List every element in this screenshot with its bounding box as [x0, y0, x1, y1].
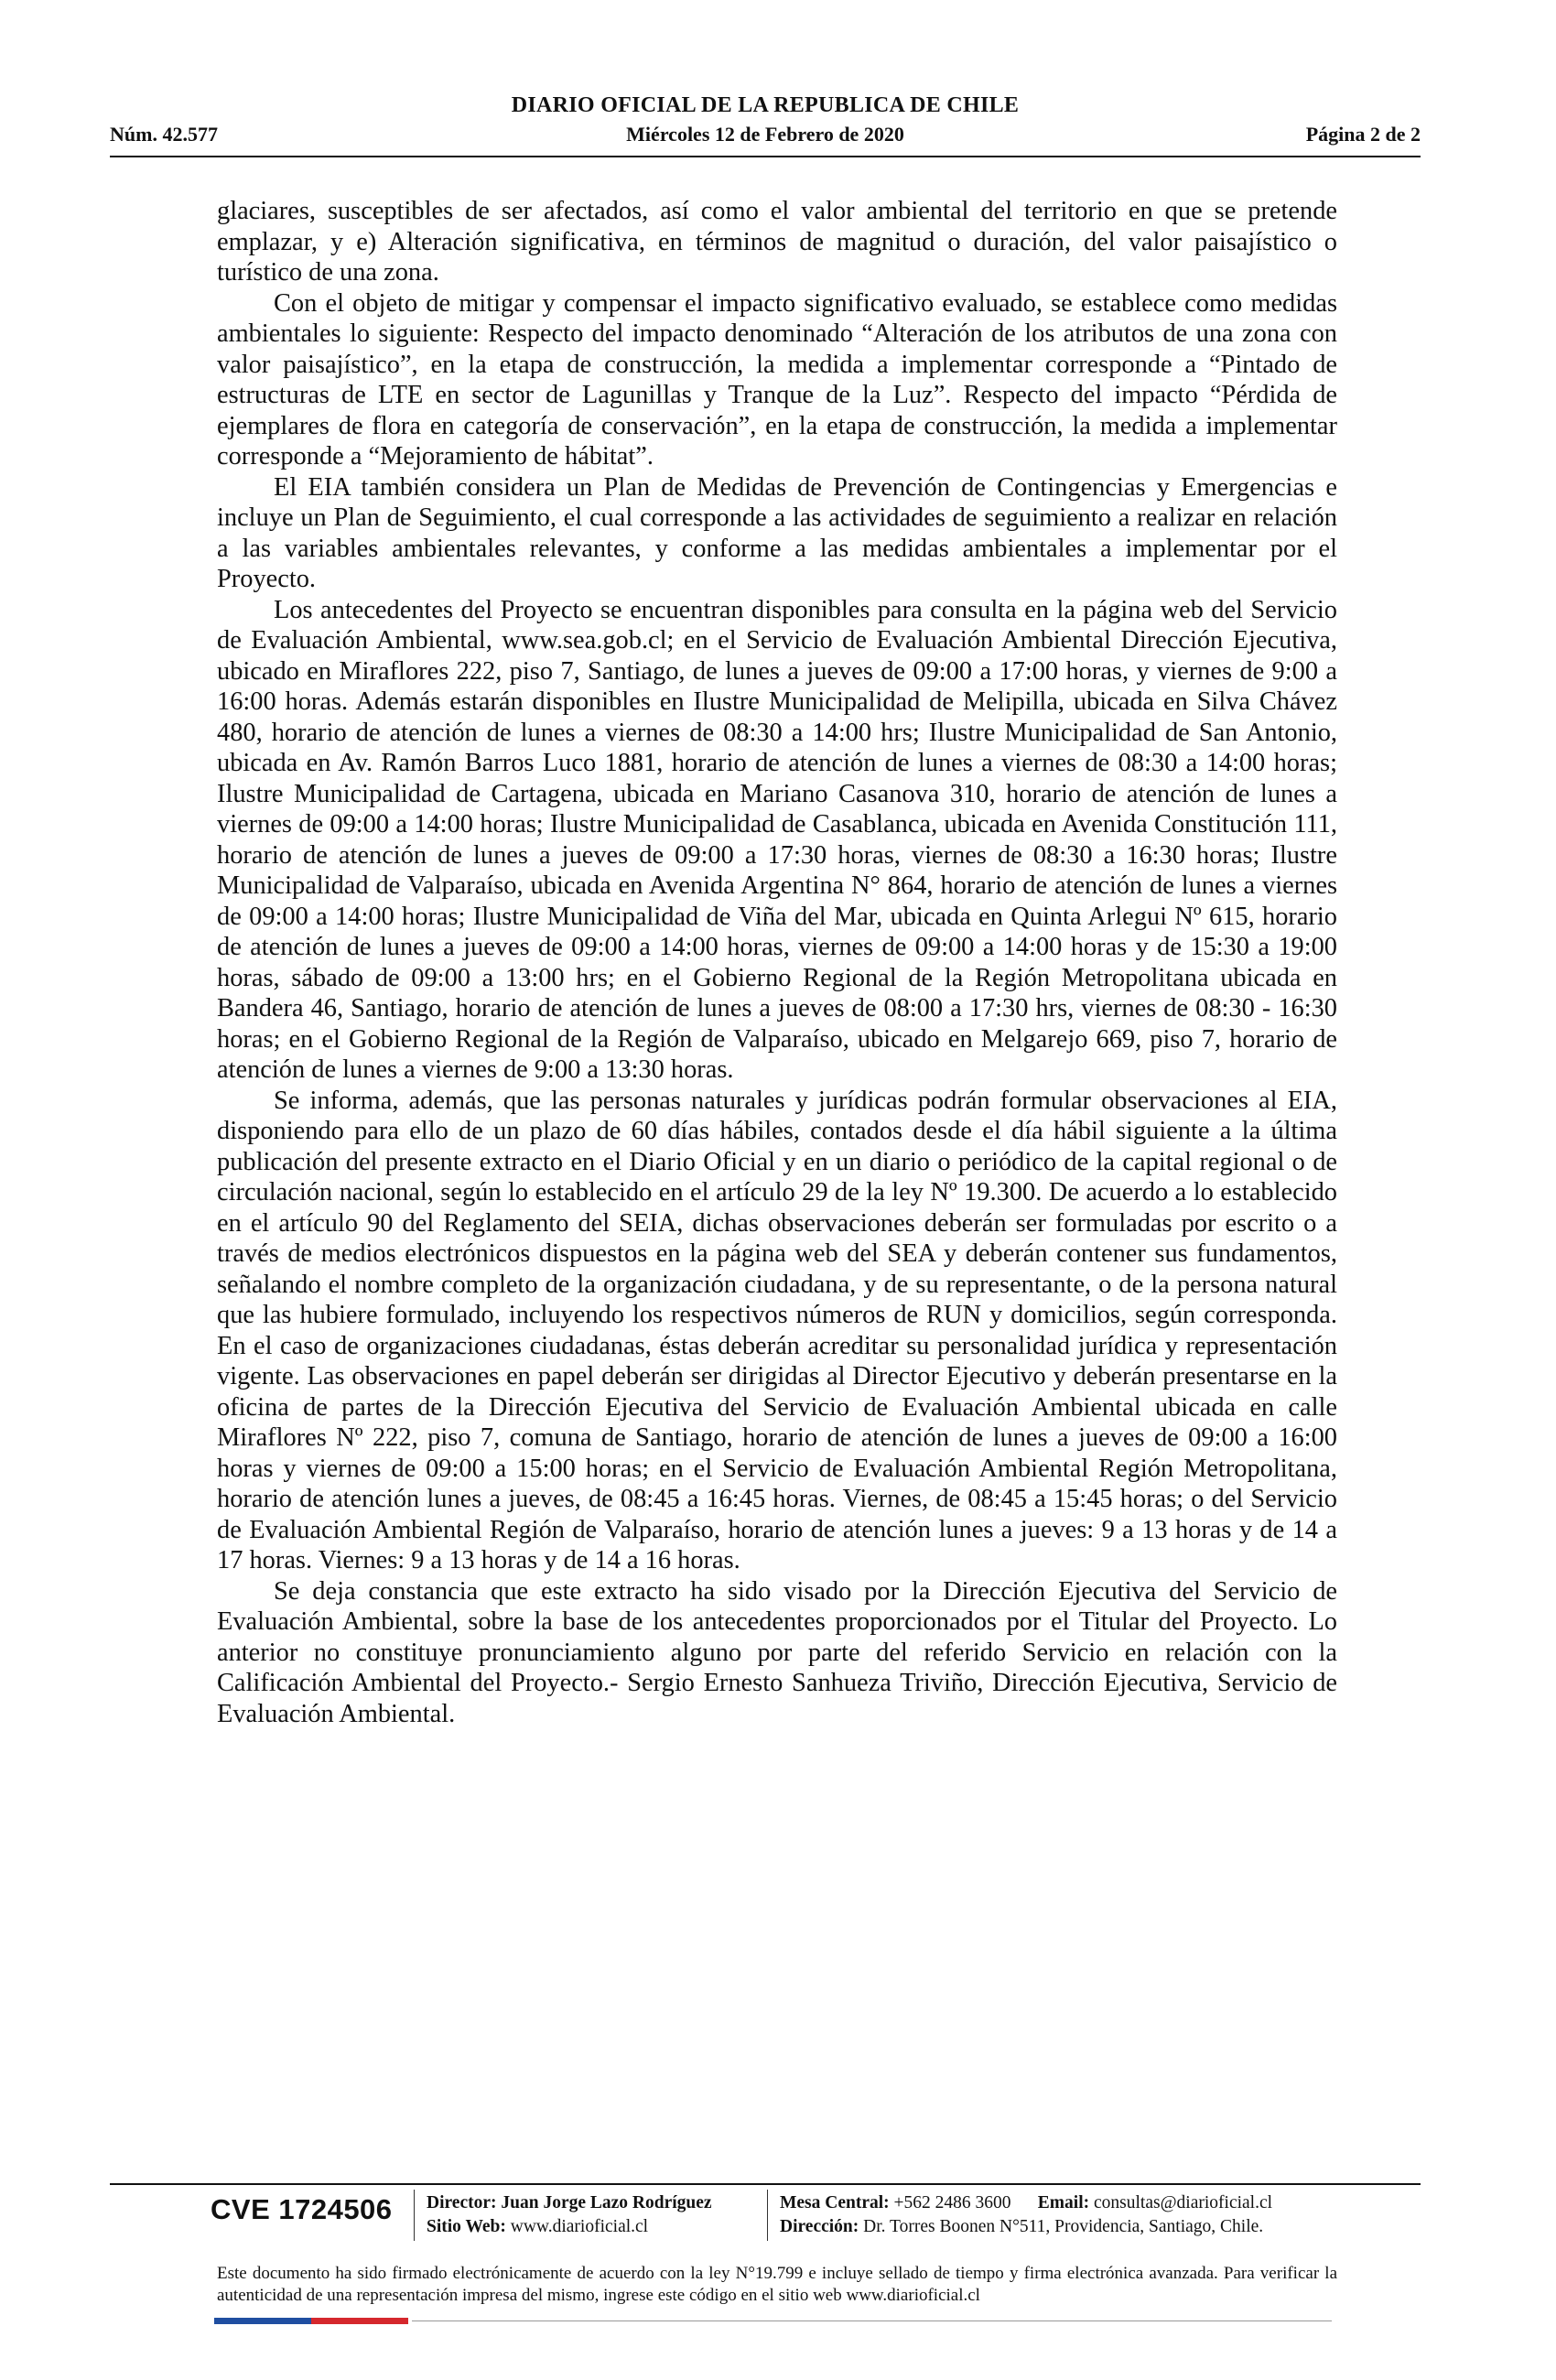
footer-separator [767, 2190, 768, 2241]
web-line [427, 2215, 712, 2239]
address-label: Dirección: [780, 2217, 859, 2236]
footer-contact-block [780, 2191, 1272, 2239]
mesa-label: Mesa Central: [780, 2193, 890, 2212]
page-header [110, 92, 1421, 157]
footer-director-block [427, 2191, 712, 2239]
web-label: Sitio Web: [427, 2217, 506, 2236]
cve-code: CVE 1724506 [211, 2193, 393, 2225]
article-body [217, 196, 1337, 1729]
contact-line [780, 2191, 1272, 2215]
flag-red-segment [311, 2318, 408, 2324]
page-indicator: Página 2 de 2 [1305, 123, 1421, 146]
paragraph: Se informa, además, que las personas naturales y jurídicas podrán formular observaciones al EIA, disponiendo para ello de un plazo de 60 días hábiles, contados desde el día hábil siguiente a la última publicación del presente extracto en el Diario Oficial y en un diario o periódico de la capital regional o de circulación nacional, según lo establecido en el artículo 29 de la ley Nº 19.300. De acuerdo a lo establecido en el artículo 90 del Reglamento del SEIA, dichas observaciones deberán ser formuladas por escrito o a través de medios electrónicos dispuestos en la página web del SEA y deberán contener sus fundamentos, señalando el nombre completo de la organización ciudadana, y de su representante, o de la persona natural que las hubiere formulado, incluyendo los respectivos números de RUN y domicilios, según corresponda. En el caso de organizaciones ciudadanas, éstas deberán acreditar su personalidad jurídica y representación vigente. Las observaciones en papel deberán ser dirigidas al Director Ejecutivo y deberán presentarse en la oficina de partes de la Dirección Ejecutiva del Servicio de Evaluación Ambiental ubicada en calle Miraflores Nº 222, piso 7, comuna de Santiago, horario de atención de lunes a jueves de 09:00 a 16:00 horas y viernes de 09:00 a 15:00 horas; en el Servicio de Evaluación Ambiental Región Metropolitana, horario de atención lunes a jueves, de 08:45 a 16:45 horas. Viernes, de 08:45 a 15:45 horas; o del Servicio de Evaluación Ambiental Región de Valparaíso, horario de atención lunes a jueves: 9 a 13 horas y de 14 a 17 horas. Viernes: 9 a 13 horas y de 14 a 16 horas. [217, 1086, 1337, 1574]
director-label: Director: [427, 2193, 497, 2212]
address-value: Dr. Torres Boonen N°511, Providencia, Santiago, Chile. [863, 2217, 1264, 2236]
paragraph: El EIA también considera un Plan de Medidas de Prevención de Contingencias y Emergencias e incluye un Plan de Seguimiento, el cual corresponde a las actividades de seguimiento a realizar en relación a las variables ambientales relevantes, y conforme a las medidas ambientales a implementar por el Proyecto. [217, 472, 1337, 593]
footer-separator [414, 2190, 415, 2241]
director-line [427, 2191, 712, 2215]
bottom-divider [412, 2320, 1332, 2321]
email-link[interactable]: consultas@diarioficial.cl [1094, 2193, 1273, 2212]
issue-number: Núm. 42.577 [110, 123, 218, 146]
email-label: Email: [1037, 2193, 1090, 2212]
flag-blue-segment [214, 2318, 311, 2324]
issue-date: Miércoles 12 de Febrero de 2020 [626, 123, 904, 146]
newspaper-title: DIARIO OFICIAL DE LA REPUBLICA DE CHILE [511, 93, 1020, 117]
web-link[interactable]: www.diarioficial.cl [510, 2217, 649, 2236]
chile-flag-stripe [214, 2318, 408, 2324]
legal-notice: Este documento ha sido firmado electrónicamente de acuerdo con la ley N°19.799 e incluye sellado de tiempo y firma electrónica avanzada. Para verificar la autenticidad de una representación impresa del mismo, ingrese este código en el sitio web www.diarioficial.cl [217, 2264, 1337, 2305]
footer-divider [110, 2183, 1421, 2185]
paragraph: Con el objeto de mitigar y compensar el impacto significativo evaluado, se establece como medidas ambientales lo siguiente: Respecto del impacto denominado “Alteración de los atributos de una zona con valor paisajístico”, en la etapa de construcción, la medida a implementar corresponde a “Pintado de estructuras de LTE en sector de Lagunillas y Tranque de la Luz”. Respecto del impacto “Pérdida de ejemplares de flora en categoría de conservación”, en la etapa de construcción, la medida a implementar corresponde a “Mejoramiento de hábitat”. [217, 288, 1337, 471]
mesa-phone: +562 2486 3600 [893, 2193, 1011, 2212]
director-name: Juan Jorge Lazo Rodríguez [501, 2193, 712, 2212]
paragraph: Los antecedentes del Proyecto se encuentran disponibles para consulta en la página web del Servicio de Evaluación Ambiental, www.sea.gob.cl; en el Servicio de Evaluación Ambiental Dirección Ejecutiva, ubicado en Miraflores 222, piso 7, Santiago, de lunes a jueves de 09:00 a 17:00 horas, y viernes de 9:00 a 16:00 horas. Además estarán disponibles en Ilustre Municipalidad de Melipilla, ubicada en Silva Chávez 480, horario de atención de lunes a viernes de 08:30 a 14:00 hrs; Ilustre Municipalidad de San Antonio, ubicada en Av. Ramón Barros Luco 1881, horario de atención de lunes a viernes de 08:30 a 14:00 horas; Ilustre Municipalidad de Cartagena, ubicada en Mariano Casanova 310, horario de atención de lunes a viernes de 09:00 a 14:00 horas; Ilustre Municipalidad de Casablanca, ubicada en Avenida Constitución 111, horario de atención de lunes a jueves de 09:00 a 17:30 horas, viernes de 08:30 a 16:30 horas; Ilustre Municipalidad de Valparaíso, ubicada en Avenida Argentina N° 864, horario de atención de lunes a viernes de 09:00 a 14:00 horas; Ilustre Municipalidad de Viña del Mar, ubicada en Quinta Arlegui Nº 615, horario de atención de lunes a jueves de 09:00 a 14:00 horas, viernes de 09:00 a 14:00 horas y de 15:30 a 19:00 horas, sábado de 09:00 a 13:00 hrs; en el Gobierno Regional de la Región Metropolitana ubicada en Bandera 46, Santiago, horario de atención de lunes a jueves de 08:00 a 17:30 hrs, viernes de 08:30 - 16:30 horas; en el Gobierno Regional de la Región de Valparaíso, ubicado en Melgarejo 669, piso 7, horario de atención de lunes a viernes de 9:00 a 13:30 horas. [217, 595, 1337, 1084]
address-line [780, 2215, 1272, 2239]
paragraph: glaciares, susceptibles de ser afectados, así como el valor ambiental del territorio en que se pretende emplazar, y e) Alteración significativa, en términos de magnitud o duración, del valor paisajístico o turístico de una zona. [217, 197, 1337, 287]
paragraph: Se deja constancia que este extracto ha sido visado por la Dirección Ejecutiva del Servicio de Evaluación Ambiental, sobre la base de los antecedentes proporcionados por el Titular del Proyecto. Lo anterior no constituye pronunciamiento alguno por parte del referido Servicio en relación con la Calificación Ambiental del Proyecto.- Sergio Ernesto Sanhueza Triviño, Dirección Ejecutiva, Servicio de Evaluación Ambiental. [217, 1576, 1337, 1728]
